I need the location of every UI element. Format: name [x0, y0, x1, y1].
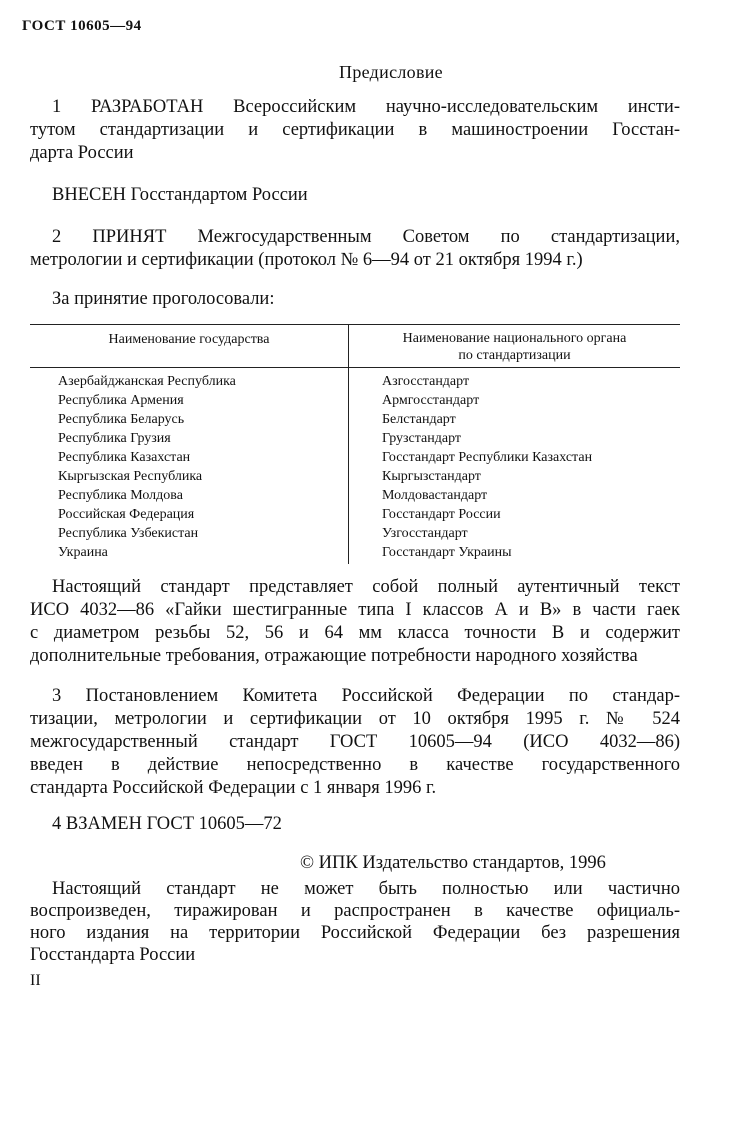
section-3-resolution [30, 685, 680, 800]
table-row-body: Госстандарт России [382, 507, 501, 522]
table-top-rule [30, 324, 680, 325]
section-1-line: дарта России [30, 143, 134, 163]
copyright-note-line: ного издания на территории Российской Федерации без разрешения [30, 923, 680, 943]
section-3-line: межгосударственный стандарт ГОСТ 10605—94 (ИСО 4032—86) [30, 732, 680, 752]
column-header-state: Наименование государства [108, 332, 270, 347]
standard-note-line: Настоящий стандарт представляет собой полный аутентичный текст [52, 577, 680, 597]
standard-note-line: дополнительные требования, отражающие потребности народного хозяйства [30, 646, 638, 666]
table-row-body: Узгосстандарт [382, 526, 468, 541]
table-header-rule [30, 367, 680, 368]
table-row-body: Белстандарт [382, 412, 456, 427]
state-column [58, 372, 236, 562]
standard-code-header: ГОСТ 10605—94 [22, 18, 142, 34]
table-row-state: Республика Молдова [58, 488, 183, 503]
table-row-state: Азербайджанская Республика [58, 374, 236, 389]
copyright-line: © ИПК Издательство стандартов, 1996 [300, 853, 606, 873]
section-1-developed [30, 96, 680, 165]
table-row-body: Кыргызстандарт [382, 469, 481, 484]
introduced-by: ВНЕСЕН Госстандартом России [52, 185, 308, 205]
national-body-column [382, 372, 592, 562]
copyright-note-line: воспроизведен, тиражирован и распространен в качестве официаль- [30, 901, 680, 921]
section-3-line: стандарта Российской Федерации с 1 января 1996 г. [30, 778, 437, 798]
table-row-body: Грузстандарт [382, 431, 462, 446]
section-3-line: введен в действие непосредственно в качестве государственного [30, 755, 680, 775]
table-row-body: Армгосстандарт [382, 393, 480, 408]
copyright-note-line: Настоящий стандарт не может быть полностью или частично [52, 879, 680, 899]
voted-heading: За принятие проголосовали: [52, 289, 275, 309]
copyright-note-line: Госстандарта России [30, 945, 196, 965]
table-row-body: Госстандарт Республики Казахстан [382, 450, 593, 465]
table-row-state: Республика Грузия [58, 431, 171, 446]
table-row-state: Республика Казахстан [58, 450, 191, 465]
section-3-line: тизации, метрологии и сертификации от 10 октября 1995 г. № 524 [30, 709, 680, 729]
table-row-state: Кыргызская Республика [58, 469, 203, 484]
table-row-state: Республика Беларусь [58, 412, 185, 427]
section-1-line: тутом стандартизации и сертификации в машиностроении Госстан- [30, 120, 680, 140]
table-row-state: Российская Федерация [58, 507, 195, 522]
section-3-line: 3 Постановлением Комитета Российской Федерации по стандар- [52, 686, 680, 706]
table-row-body: Госстандарт Украины [382, 545, 512, 560]
table-row-state: Республика Узбекистан [58, 526, 199, 541]
standard-note-line: с диаметром резьбы 52, 56 и 64 мм класса точности В и содержит [30, 623, 680, 643]
section-2-adopted [30, 226, 680, 272]
section-4-replaces: 4 ВЗАМЕН ГОСТ 10605—72 [52, 814, 282, 834]
section-2-line: 2 ПРИНЯТ Межгосударственным Советом по стандартизации, [52, 227, 680, 247]
section-1-line: 1 РАЗРАБОТАН Всероссийским научно-исследовательским инсти- [52, 97, 680, 117]
section-2-line: метрологии и сертификации (протокол № 6—94 от 21 октября 1994 г.) [30, 250, 583, 270]
page-title: Предисловие [339, 62, 443, 82]
standard-note-line: ИСО 4032—86 «Гайки шестигранные типа I классов А и В» в части гаек [30, 600, 680, 620]
table-row-body: Молдовастандарт [382, 488, 488, 503]
column-header-line: Наименование национального органа [402, 331, 627, 346]
table-row-state: Украина [58, 545, 108, 560]
table-row-state: Республика Армения [58, 393, 184, 408]
table-row-body: Азгосстандарт [382, 374, 470, 389]
copyright-note [30, 878, 680, 966]
page-number: II [30, 972, 41, 989]
standard-note [30, 576, 680, 668]
column-header-line: по стандартизации [458, 348, 571, 363]
column-header-national-body [349, 330, 680, 364]
